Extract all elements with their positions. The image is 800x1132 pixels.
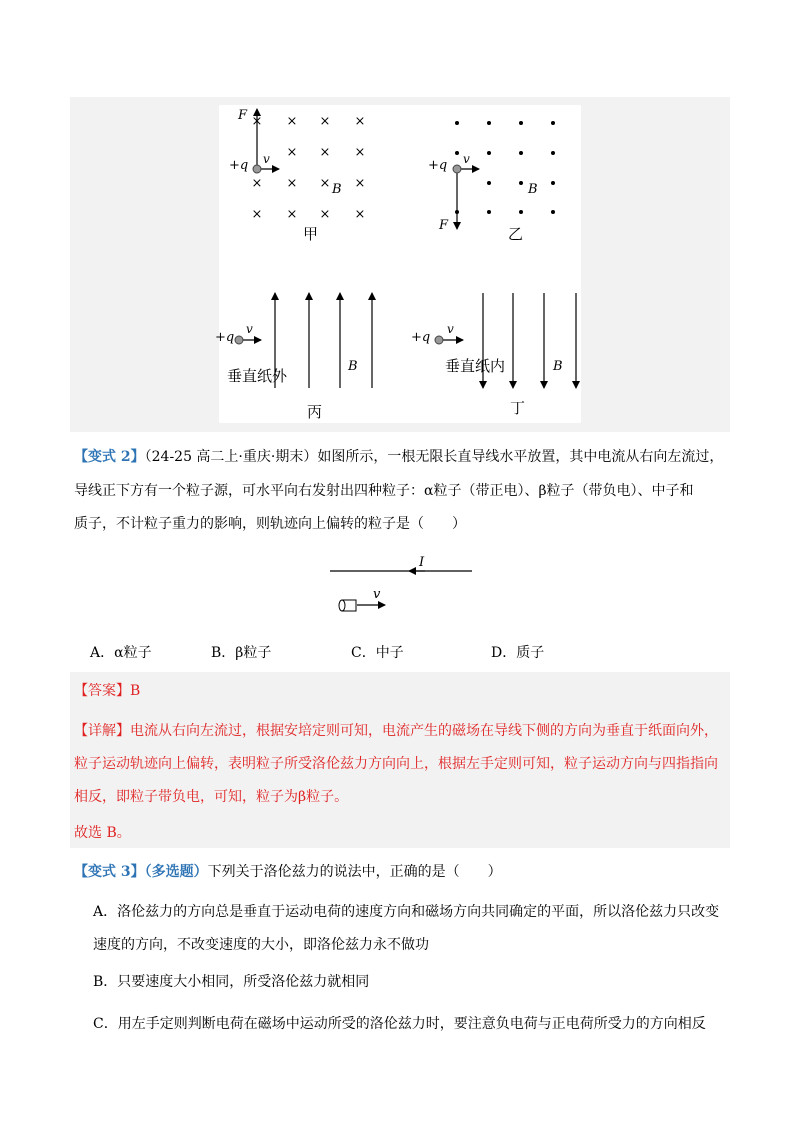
q3-multi-tag: （多选题）: [144, 864, 208, 880]
svg-text:×: ×: [286, 176, 298, 191]
q2-stem-line2: 导线正下方有一个粒子源，可水平向右发射出四种粒子：α粒子（带正电）、β粒子（带负电）、中子和: [74, 483, 694, 499]
caption-ding: 丁: [510, 399, 526, 417]
label-F-yi: F: [439, 218, 449, 233]
svg-text:×: ×: [251, 176, 263, 191]
label-v-yi: v: [463, 152, 470, 166]
q3-option-b[interactable]: B．只要速度大小相同，所受洛伦兹力就相同: [93, 974, 370, 990]
svg-text:×: ×: [286, 207, 298, 222]
svg-text:×: ×: [354, 176, 366, 191]
label-B-bing: B: [348, 359, 358, 374]
q3-option-a-line2: 速度的方向，不改变速度的大小，即洛伦兹力永不做功: [93, 937, 429, 953]
label-F-jia: F: [238, 108, 248, 123]
caption-jia: 甲: [303, 225, 319, 243]
magnetic-field-figure: [215, 105, 581, 423]
particle-source: [339, 600, 356, 611]
label-B-ding: B: [553, 359, 563, 374]
q2-tag: 【变式 2】: [74, 449, 145, 465]
q3-option-c[interactable]: C．用左手定则判断电荷在磁场中运动所受的洛伦兹力时，要注意负电荷与正电荷所受力的方向相反: [93, 1016, 706, 1032]
q2-text1: 如图所示，一根无限长直导线水平放置，其中电流从右向左流过，: [317, 449, 724, 465]
caption-yi: 乙: [508, 225, 524, 243]
wire-figure: [325, 552, 477, 618]
q2-stem-line1: [74, 447, 723, 467]
conclusion: 故选 B。: [74, 825, 131, 841]
q2-option-d[interactable]: D．质子: [491, 645, 545, 661]
q3-option-a-line1[interactable]: A．洛伦兹力的方向总是垂直于运动电荷的速度方向和磁场方向共同确定的平面，所以洛伦兹力只改变: [93, 904, 720, 920]
svg-text:×: ×: [286, 114, 298, 129]
charge-ding: [435, 336, 443, 344]
detail-line1: [74, 721, 718, 741]
answer-value: B: [130, 683, 141, 699]
q2-source: （24-25 高二上·重庆·期末）: [144, 449, 318, 465]
charge-bing: [235, 336, 243, 344]
svg-text:×: ×: [251, 207, 263, 222]
svg-text:×: ×: [319, 145, 331, 160]
svg-text:×: ×: [354, 114, 366, 129]
detail-label: 【详解】: [74, 723, 130, 739]
label-v-source: v: [373, 587, 381, 602]
label-out-bing: 垂直纸外: [227, 367, 288, 385]
svg-text:×: ×: [354, 207, 366, 222]
answer-label: 【答案】: [74, 683, 130, 699]
charge-yi: [453, 165, 461, 173]
q2-option-c[interactable]: C．中子: [351, 645, 404, 661]
q3-stem: [74, 862, 502, 882]
q2-option-b[interactable]: B．β粒子: [211, 645, 272, 661]
label-q-ding: +q: [411, 330, 431, 345]
label-I: I: [419, 555, 425, 570]
svg-text:×: ×: [286, 145, 298, 160]
svg-text:×: ×: [319, 207, 331, 222]
svg-text:×: ×: [319, 176, 331, 191]
label-B-yi: B: [528, 182, 538, 197]
label-v-ding: v: [447, 322, 454, 336]
label-q-bing: +q: [215, 330, 235, 345]
label-v-jia: v: [263, 152, 270, 166]
svg-text:×: ×: [319, 114, 331, 129]
charge-jia: [253, 165, 261, 173]
answer-line: [74, 681, 140, 701]
detail-line2: 粒子运动轨迹向上偏转，表明粒子所受洛伦兹力方向向上，根据左手定则可知，粒子运动方向与四指指向: [74, 756, 718, 772]
q3-tag: 【变式 3】: [74, 864, 145, 880]
detail-text1: 电流从右向左流过，根据安培定则可知，电流产生的磁场在导线下侧的方向为垂直于纸面向外，: [130, 723, 718, 739]
q3-text: 下列关于洛伦兹力的说法中，正确的是（ ）: [207, 864, 502, 880]
svg-text:×: ×: [354, 145, 366, 160]
caption-bing: 丙: [307, 403, 323, 421]
label-in-ding: 垂直纸内: [445, 357, 506, 375]
q2-option-a[interactable]: A．α粒子: [90, 645, 152, 661]
detail-line3: 相反，即粒子带负电，可知，粒子为β粒子。: [74, 789, 349, 805]
label-q-yi: +q: [428, 158, 448, 173]
q2-stem-line3: 质子，不计粒子重力的影响，则轨迹向上偏转的粒子是（ ）: [74, 516, 466, 532]
svg-text:×: ×: [251, 114, 263, 129]
label-q-jia: +q: [229, 158, 249, 173]
label-B-jia: B: [332, 182, 342, 197]
label-v-bing: v: [246, 322, 253, 336]
